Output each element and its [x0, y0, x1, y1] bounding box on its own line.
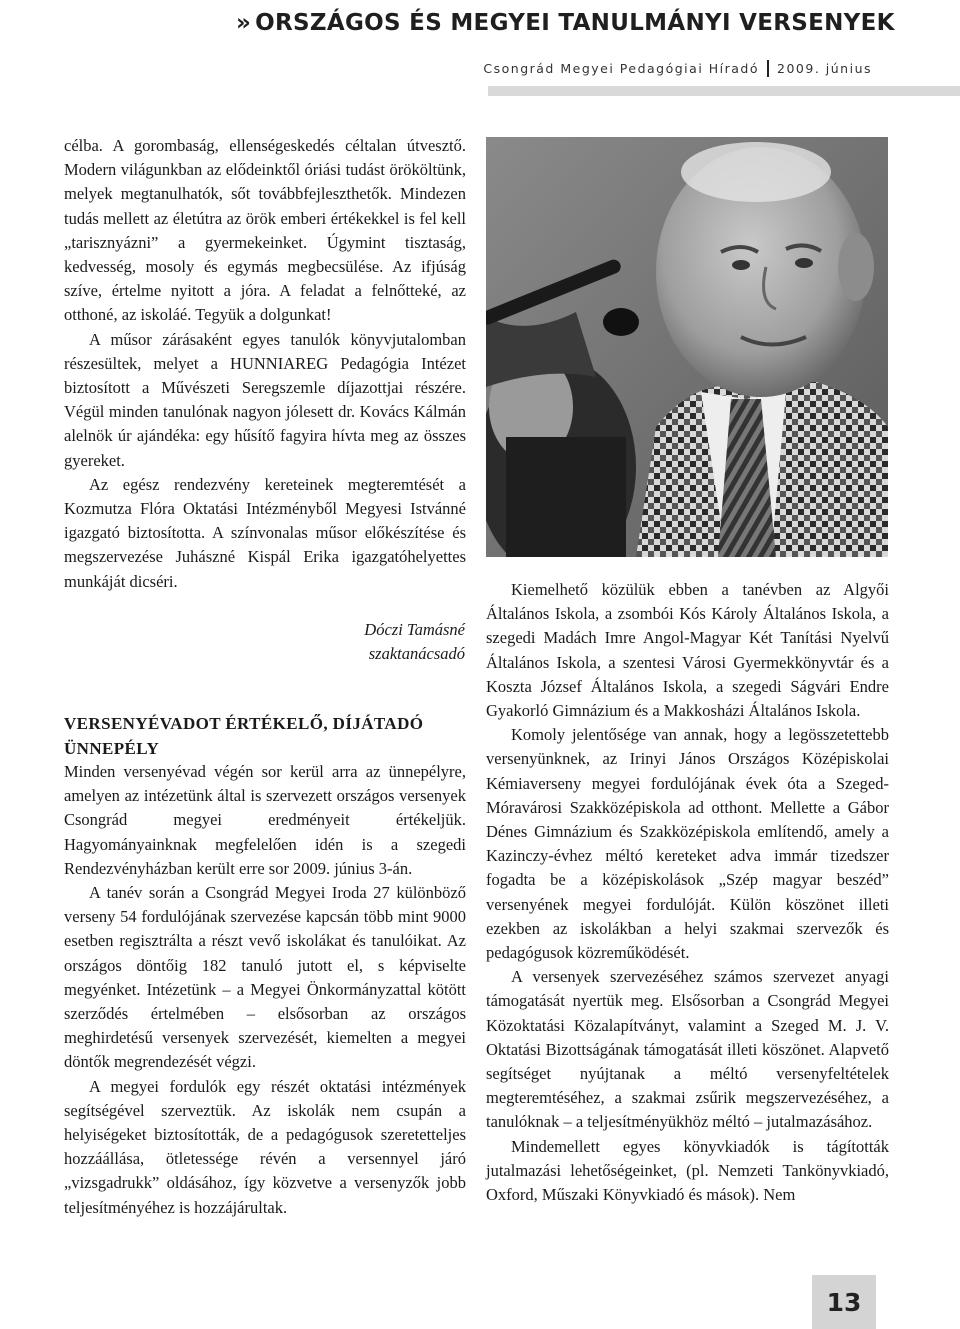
paragraph: A tanév során a Csongrád Megyei Iroda 27 különböző verseny 54 fordulójának szervezése kapcsán több mint 9000 esetben regisztrálta a részt vevő iskolákat és tanulóikat. Az országos döntőig 182 tanuló jutott el, s képviselte megyénket. Intézetünk – a Megyei Önkormányzattal kötött szerződés értelmében – elsősorban az országos meghirdetésű versenyek szervezését, kiemelten a megyei döntők megrendezését végzi. — [64, 883, 466, 1072]
signature — [290, 618, 465, 666]
section-heading: VERSENYÉVADOT ÉRTÉKELŐ, DÍJÁTADÓ ÜNNEPÉLY — [64, 714, 424, 758]
paragraph: A műsor zárásaként egyes tanulók könyvjutalomban részesültek, melyet a HUNNIAREG Pedagógia Intézet biztosított a Művészeti Seregszemle díjazottjai részére. Végül minden tanulónak nagyon jólesett dr. Kovács Kálmán alelnök úr ajándéka: egy hűsítő fagyira hívta meg az összes gyereket. — [64, 329, 466, 470]
separator-bar — [767, 60, 769, 77]
page-number: 13 — [812, 1275, 876, 1329]
paragraph: Mindemellett egyes könyvkiadók is tágították jutalmazási lehetőségeinket, (pl. Nemzeti Tankönyvkiadó, Oxford, Műszaki Könyvkiadó és mások). Nem — [486, 1136, 889, 1205]
paragraph: Komoly jelentősége van annak, hogy a legösszetettebb versenyünknek, az Irinyi János Országos Középiskolai Kémiaverseny megyei fordulójának évek óta a Szeged-Móravárosi Szakközépiskola ad otthont. Mellette a Gábor Dénes Gimnázium és Szakközépiskola említendő, amely a Kazinczy-évhez méltó kereteket adva immár tizedszer fogadta be a középiskolások „Szép magyar beszéd” versenyének megyei fordulóját. Külön köszönet illeti ezekben az iskolákban a helyi szakmai szervezők és pedagógusok közreműködését. — [486, 725, 889, 963]
right-column — [486, 578, 889, 1207]
speaker-photo — [486, 137, 888, 557]
paragraph: A megyei fordulók egy részét oktatási intézmények segítségével szerveztük. Az iskolák nem csupán a helyiségeket biztosították, de a pedagógusok szeretetteljes hozzáállása, ötletessége révén a versennyel járó „vizsgadrukk” oldásához, így közvetve a versenyzők jobb teljesítményéhez is hozzájárultak. — [64, 1076, 466, 1217]
signature-title: szaktanácsadó — [368, 644, 465, 664]
header-title — [236, 10, 895, 36]
paragraph: Kiemelhető közülük ebben a tanévben az Algyői Általános Iskola, a zsombói Kós Károly Általános Iskola, a szegedi Madách Imre Angol-Magyar Két Tanítási Nyelvű Általános Iskola, a szentesi Városi Gyermekkönyvtár és a Koszta József Általános Iskola, a szegedi Ságvári Endre Gyakorló Gimnázium és a Makkosházi Általános Iskola. — [486, 580, 889, 721]
publication-name: Csongrád Megyei Pedagógiai Híradó — [483, 61, 760, 76]
publication-line — [483, 60, 872, 77]
paragraph: célba. A gorombaság, ellenségeskedés céltalan útvesztő. Modern világunkban az elődeinktől óriási tudást örököltünk, melyek megtanulhatók, sőt továbbfejleszthetők. Mindezen tudás mellett az életútra az örök emberi értékekkel is fel kell „tarisznyázni” a gyermekeinket. Úgymint tisztaság, kedvesség, mosoly és egymás megbecsülése. Az ifjúság szíve, értelme nyitott a jóra. A feladat a felnőtteké, az otthoné, az iskoláé. Tegyük a dolgunkat! — [64, 136, 466, 325]
paragraph: Minden versenyévad végén sor kerül arra az ünnepélyre, amelyen az intézetünk által is szervezett országos versenyek Csongrád megyei eredményeit értékeljük. Hagyományainknak megfelelően idén is a szegedi Rendezvényházban került erre sor 2009. június 3-án. — [64, 762, 466, 878]
header-title-text: ORSZÁGOS ÉS MEGYEI TANULMÁNYI VERSENYEK — [255, 10, 895, 36]
left-column-bottom — [64, 760, 466, 1220]
paragraph: A versenyek szervezéséhez számos szervezet anyagi támogatását nyertük meg. Elsősorban a Csongrád Megyei Közoktatási Közalapítványt, valamint a Szeged M. J. V. Oktatási Bizottságának támogatását illeti köszönet. Alapvető segítséget nyújtanak a méltó versenyfeltételek megteremtéséhez, a szakmai zsűrik megszervezéséhez, a tanulóknak – a teljesítményükhöz méltó – jutalmazásához. — [486, 967, 889, 1132]
chevron-icon: » — [236, 10, 252, 36]
publication-date: 2009. június — [777, 61, 872, 76]
header-rule — [488, 86, 960, 96]
photo-illustration — [486, 137, 888, 557]
left-column-top — [64, 134, 466, 594]
signature-name: Dóczi Tamásné — [364, 620, 465, 639]
paragraph: Az egész rendezvény kereteinek megteremtését a Kozmutza Flóra Oktatási Intézményből Megyesi Istvánné igazgató biztosította. A színvonalas műsor előkészítése és megszervezése Juhászné Kispál Erika igazgatóhelyettes munkáját dicséri. — [64, 474, 466, 591]
